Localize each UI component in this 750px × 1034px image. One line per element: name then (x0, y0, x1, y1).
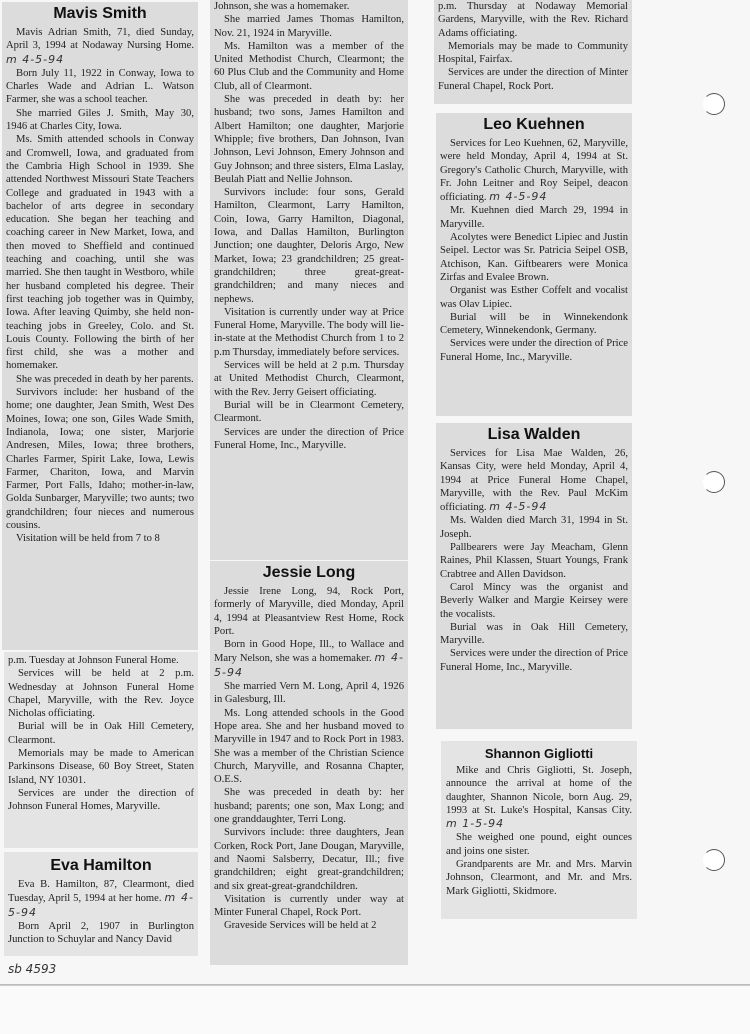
obituary-paragraph: Graveside Services will be held at 2 (224, 920, 377, 932)
obituary-paragraph: p.m. Thursday at Nodaway Memorial Gardens, Maryville, with the Rev. Richard Adams officiating. (438, 1, 628, 39)
obituary-paragraph: Services are under the direction of Johnson Funeral Homes, Maryville. (8, 787, 194, 813)
obituary-paragraph: Visitation is currently under way at Price Funeral Home, Maryville. The body will lie-in-state at the Methodist Church from 1 to 2 p.m Thursday, immediately before services. (214, 306, 404, 358)
obituary-paragraph: Services were under the direction of Price Funeral Home, Inc., Maryville. (440, 648, 628, 673)
obituary-paragraph: She married Vern M. Long, April 4, 1926 in Galesburg, Ill. (214, 681, 404, 706)
obituary-jessie-long-continued (434, 0, 632, 104)
obituary-lisa-walden (436, 423, 632, 729)
obituary-paragraph: Memorials may be made to Community Hospital, Fairfax. (438, 40, 628, 66)
obituary-paragraph: Services will be held at 2 p.m. Thursday at United Methodist Church, Clearmont, with the Rev. Jerry Geisert officiating. (214, 360, 404, 398)
announcement-shannon-gigliotti (441, 741, 637, 919)
page-edge (0, 984, 750, 985)
binder-hole (703, 93, 725, 115)
obituary-paragraph: Pallbearers were Jay Meacham, Glenn Raines, Phil Klassen, Stuart Youngs, Frank Crabtree and Allen Davidson. (440, 542, 628, 580)
obituary-paragraph: Johnson, she was a homemaker. (214, 1, 350, 12)
binder-hole (703, 849, 725, 871)
obituary-title: Jessie Long (262, 564, 356, 581)
handwritten-date: m 1-5-94 (446, 817, 505, 831)
obituary-eva-hamilton-continued (210, 0, 408, 560)
obituary-paragraph: Burial was in Oak Hill Cemetery, Maryville. (440, 621, 628, 647)
obituary-paragraph: Services for Lisa Mae Walden, 26, Kansas City, were held Monday, April 4, 1994 at Price Funeral Home Chapel, Maryville, with the Rev. Paul McKim officiating. m 4-5-94 (440, 448, 628, 514)
handwritten-date: m 4-5-94 (489, 190, 548, 204)
obituary-paragraph: Jessie Irene Long, 94, Rock Port, formerly of Maryville, died Monday, April 4, 1994 at Pleasantview Rest Home, Rock Port. (214, 586, 404, 637)
obituary-paragraph: Born April 2, 1907 in Burlington Junction to Schuylar and Nancy David (8, 920, 194, 946)
obituary-leo-kuehnen (436, 113, 632, 416)
announcement-paragraph: She weighed one pound, eight ounces and joins one sister. (446, 832, 632, 857)
obituary-paragraph: Survivors include: her husband of the home; one daughter, Jean Smith, West Des Moines, Iowa; one son, Giles Wade Smith, Indianola, Iowa; one sister, Marjorie Andresen, Miles, Iowa; three brothers, Charles Farmer, Spirit Lake, Iowa, Lewis Farmer, Chariton, Iowa, and Marvin Farmer, Port Falls, Idaho; mother-in-law, Golda Sunbarger, Maryville; two aunts; two grandchildren; four nieces and numerous cousins. (6, 387, 194, 531)
obituary-paragraph: Services for Leo Kuehnen, 62, Maryville, were held Monday, April 4, 1994 at St. Gregory's Catholic Church, Maryville, with Fr. John Leitner and Roy Seipel, deacon officiating. m 4-5-94 (440, 138, 628, 204)
obituary-mavis-smith (2, 2, 198, 650)
handwritten-date: m 4-5-94 (489, 500, 548, 514)
obituary-paragraph: Organist was Esther Coffelt and vocalist was Olav Lipiec. (440, 285, 628, 310)
obituary-paragraph: Ms. Walden died March 31, 1994 in St. Joseph. (440, 515, 628, 540)
obituary-paragraph: She was preceded in death by: her husband; parents; one son, Max Long; and one granddaughter, Terri Long. (214, 787, 404, 826)
obituary-paragraph: Burial will be in Oak Hill Cemetery, Clearmont. (8, 721, 194, 746)
obituary-jessie-long (210, 561, 408, 965)
handwritten-date: m 4-5-94 (214, 651, 405, 679)
obituary-paragraph: p.m. Tuesday at Johnson Funeral Home. (8, 655, 179, 666)
obituary-paragraph: Memorials may be made to American Parkinsons Disease, 60 Boy Street, Staten Island, NY 10301. (8, 748, 194, 786)
announcement-paragraph: Grandparents are Mr. and Mrs. Marvin Johnson, Clearmont, and Mr. and Mrs. Mark Gigliotti, Skidmore. (446, 859, 632, 897)
obituary-paragraph: Burial will be in Winnekendonk Cemetery, Winnekendonk, Germany. (440, 311, 628, 337)
obituary-paragraph: She married Giles J. Smith, May 30, 1946 at Charles City, Iowa. (6, 107, 194, 133)
obituary-title: Eva Hamilton (50, 857, 152, 874)
handwritten-date: m 4-5-94 (6, 52, 65, 66)
obituary-eva-hamilton (4, 852, 198, 956)
obituary-paragraph: Born in Good Hope, Ill., to Wallace and Mary Nelson, she was a homemaker. m 4-5-94 (214, 639, 405, 679)
obituary-paragraph: Ms. Hamilton was a member of the United Methodist Church, Clearmont; the 60 Plus Club and the Community and Home Club, all of Clearmont. (214, 40, 404, 92)
page-bottom-margin (0, 985, 750, 1034)
obituary-paragraph: Survivors include: three daughters, Jean Corken, Rock Port, Jane Dougan, Maryville, and Naomi Salsberry, Decatur, Ill.; five grandchildren; eight great-grandchildren; and six great-great-grandchildren. (214, 827, 404, 892)
obituary-title: Mavis Smith (53, 5, 147, 22)
obituary-paragraph: Burial will be in Clearmont Cemetery, Clearmont. (214, 399, 404, 425)
catalog-number: sb 4593 (8, 962, 57, 976)
obituary-paragraph: Ms. Smith attended schools in Conway and Cromwell, Iowa, and graduated from the Cambria High School in 1939. She attended Northwest Missouri State Teachers College and graduated in 1943 with a bachelor of arts degree in secondary education. She began her teaching and coaching career in New Market, Iowa, and then moved to Sheffield and continued teaching and coaching, until she was married. She then taught in Westboro, while her husband completed his degree. Their first teaching job together was in Quimby, Iowa. After leaving Quimby, she held non-teaching jobs in Greeley, Colo. and St. Louis County. Following the birth of her first child, she was a mother and homemaker. (6, 134, 194, 372)
obituary-paragraph: Visitation is currently under way at Minter Funeral Chapel, Rock Port. (214, 893, 404, 919)
announcement-title: Shannon Gigliotti (484, 746, 594, 761)
obituary-paragraph: She married James Thomas Hamilton, Nov. 21, 1924 in Maryville. (214, 14, 404, 39)
obituary-paragraph: Survivors include: four sons, Gerald Hamilton, Clearmont, Larry Hamilton, Coin, Iowa, Garry Hamilton, Diagonal, Iowa, and Dallas Hamilton, Burlington Junction; one daughter, Deloris Argo, New Market, Iowa; 23 grandchildren; 25 great-grandchildren; three great-great-grandchildren; and many nieces and nephews. (214, 187, 404, 305)
obituary-paragraph: Services are under the direction of Price Funeral Home, Inc., Maryville. (214, 426, 404, 451)
obituary-paragraph: She was preceded in death by: her husband; two sons, James Hamilton and Albert Hamilton; one daughter, Marjorie Whipple; five brothers, Dan Johnson, Ivan Johnson, Levi Johnson, Emery Johnson and Guy Johnson; and three sisters, Elma Laslay, Beulah Piatt and Nellie Johnson. (214, 94, 404, 185)
obituary-paragraph: Mavis Adrian Smith, 71, died Sunday, April 3, 1994 at Nodaway Nursing Home. m 4-5-94 (6, 27, 194, 66)
obituary-paragraph: Acolytes were Benedict Lipiec and Justin Seipel. Lector was Sr. Patricia Seipel OSB, Atchison, Kan. Giftbearers were Monica Zirfas and Evalee Brown. (440, 232, 628, 283)
obituary-title: Lisa Walden (487, 426, 581, 443)
handwritten-date: m 4-5-94 (8, 891, 194, 919)
obituary-paragraph: Mr. Kuehnen died March 29, 1994 in Maryville. (440, 205, 628, 230)
obituary-paragraph: Born July 11, 1922 in Conway, Iowa to Charles Wade and Adrian L. Watson Farmer, she was a school teacher. (6, 67, 194, 106)
binder-hole (703, 471, 725, 493)
obituary-title: Leo Kuehnen (483, 116, 585, 133)
obituary-paragraph: Services are under the direction of Minter Funeral Chapel, Rock Port. (438, 67, 628, 92)
obituary-mavis-smith-continued (4, 652, 198, 848)
obituary-paragraph: Eva B. Hamilton, 87, Clearmont, died Tuesday, April 5, 1994 at her home. m 4-5-94 (8, 879, 194, 919)
obituary-paragraph: Carol Mincy was the organist and Beverly Walker and Margie Keirsey were the vocalists. (440, 581, 628, 620)
obituary-paragraph: Services will be held at 2 p.m. Wednesday at Johnson Funeral Home Chapel, Maryville, with the Rev. Joyce Nicholas officiating. (8, 668, 194, 720)
announcement-paragraph: Mike and Chris Gigliotti, St. Joseph, announce the arrival at home of the daughter, Shannon Nicole, born Aug. 29, 1993 at St. Luke's Hospital, Kansas City. m 1-5-94 (446, 765, 632, 831)
obituary-paragraph: Services were under the direction of Price Funeral Home, Inc., Maryville. (440, 338, 628, 363)
obituary-paragraph: Visitation will be held from 7 to 8 (16, 533, 160, 545)
obituary-paragraph: Ms. Long attended schools in the Good Hope area. She and her husband moved to Maryville in 1947 and to Rock Port in 1983. She was a member of the Christian Science Church, Maryville, and Rosanna Chapter, O.E.S. (214, 707, 404, 786)
obituary-paragraph: She was preceded in death by her parents. (16, 373, 194, 385)
